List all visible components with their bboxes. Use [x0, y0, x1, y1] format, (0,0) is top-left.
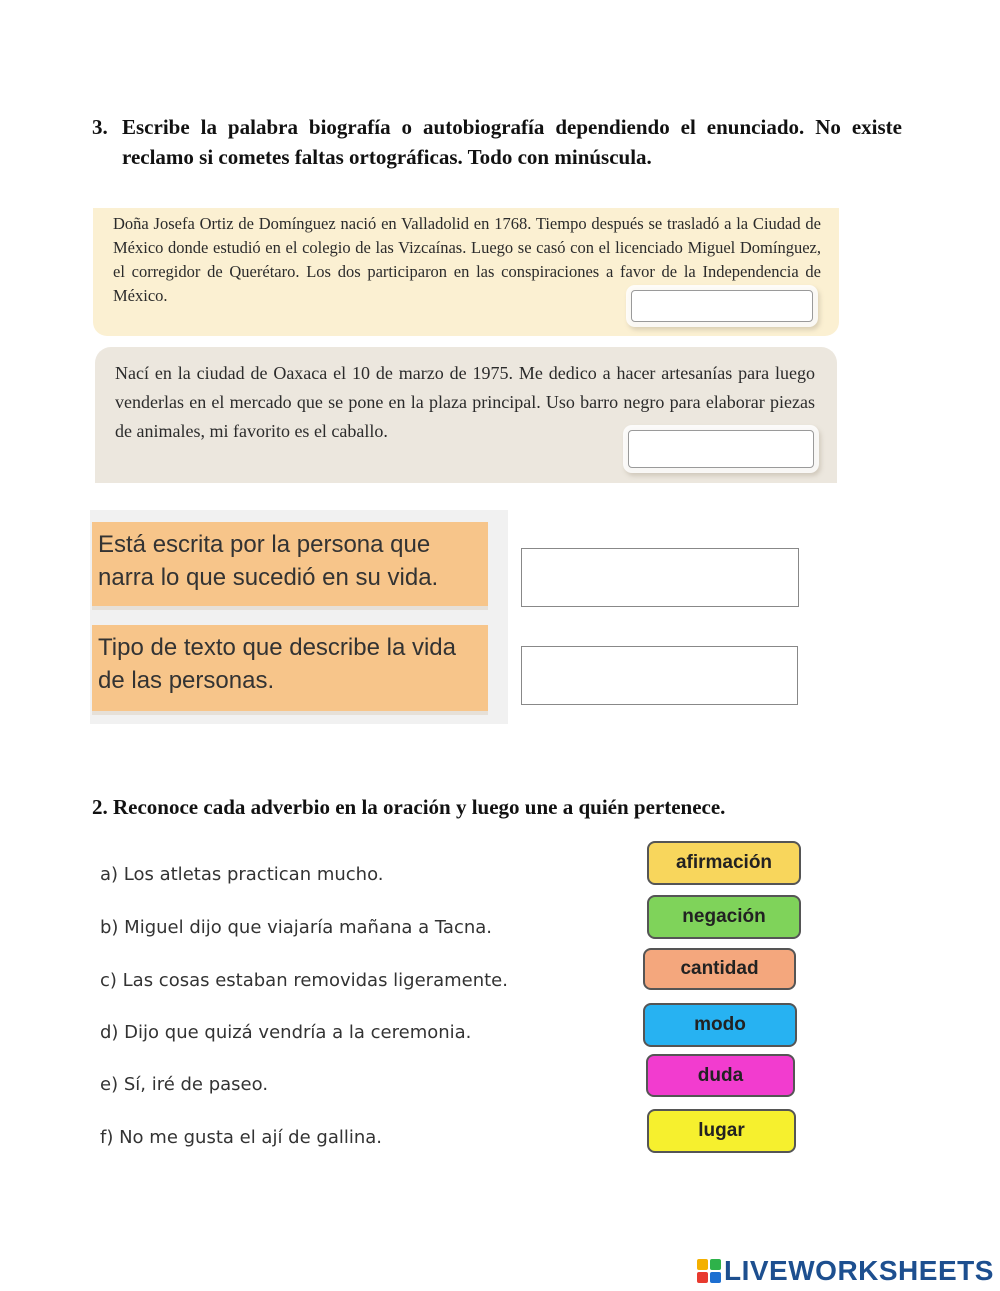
definitions-panel: [90, 510, 508, 724]
answer-input-2[interactable]: [628, 430, 814, 468]
sentence-c: c) Las cosas estaban removidas ligeramente.: [100, 970, 508, 991]
tag-cantidad[interactable]: cantidad: [643, 948, 796, 990]
logo-grid-icon: [697, 1259, 721, 1283]
passage-1-text: Doña Josefa Ortiz de Domínguez nació en Valladolid en 1768. Tiempo después se trasladó a la Ciudad de México donde estudió en el colegio de las Vizcaínas. Luego se casó con el licenciado Miguel Domínguez, el corregidor de Querétaro. Los dos participaron en las conspiraciones a favor de la Independencia de México.: [113, 214, 821, 305]
tag-lugar[interactable]: lugar: [647, 1109, 796, 1153]
liveworksheets-logo: [697, 1255, 994, 1287]
question-3-instruction: [92, 112, 902, 172]
passage-1: [93, 208, 839, 336]
sentence-b: b) Miguel dijo que viajaría mañana a Tacna.: [100, 917, 493, 938]
passage-2: [95, 347, 837, 483]
answer-input-4[interactable]: [521, 646, 798, 705]
question-number: 3.: [92, 115, 108, 139]
sentence-e: e) Sí, iré de paseo.: [100, 1074, 269, 1095]
sentence-a: a) Los atletas practican mucho.: [100, 864, 384, 885]
answer-input-1[interactable]: [631, 290, 813, 322]
question-2-instruction: 2. Reconoce cada adverbio en la oración y luego une a quién pertenece.: [92, 795, 726, 819]
definition-1: Está escrita por la persona que narra lo que sucedió en su vida.: [92, 522, 488, 610]
tag-modo[interactable]: modo: [643, 1003, 797, 1047]
question-text: Escribe la palabra biografía o autobiografía dependiendo el enunciado. No existe reclamo si cometes faltas ortográficas. Todo con minúscula.: [122, 115, 902, 169]
tag-negacion[interactable]: negación: [647, 895, 801, 939]
definition-2: Tipo de texto que describe la vida de las personas.: [92, 625, 488, 715]
tag-afirmacion[interactable]: afirmación: [647, 841, 801, 885]
logo-text: LIVEWORKSHEETS: [724, 1255, 994, 1286]
sentence-d: d) Dijo que quizá vendría a la ceremonia.: [100, 1022, 472, 1043]
tag-duda[interactable]: duda: [646, 1054, 795, 1097]
answer-input-3[interactable]: [521, 548, 799, 607]
passage-2-text: Nací en la ciudad de Oaxaca el 10 de marzo de 1975. Me dedico a hacer artesanías para luego venderlas en el mercado que se pone en la plaza principal. Uso barro negro para elaborar piezas de animales, mi favorito es el caballo.: [115, 363, 815, 441]
sentence-f: f) No me gusta el ají de gallina.: [100, 1127, 383, 1148]
